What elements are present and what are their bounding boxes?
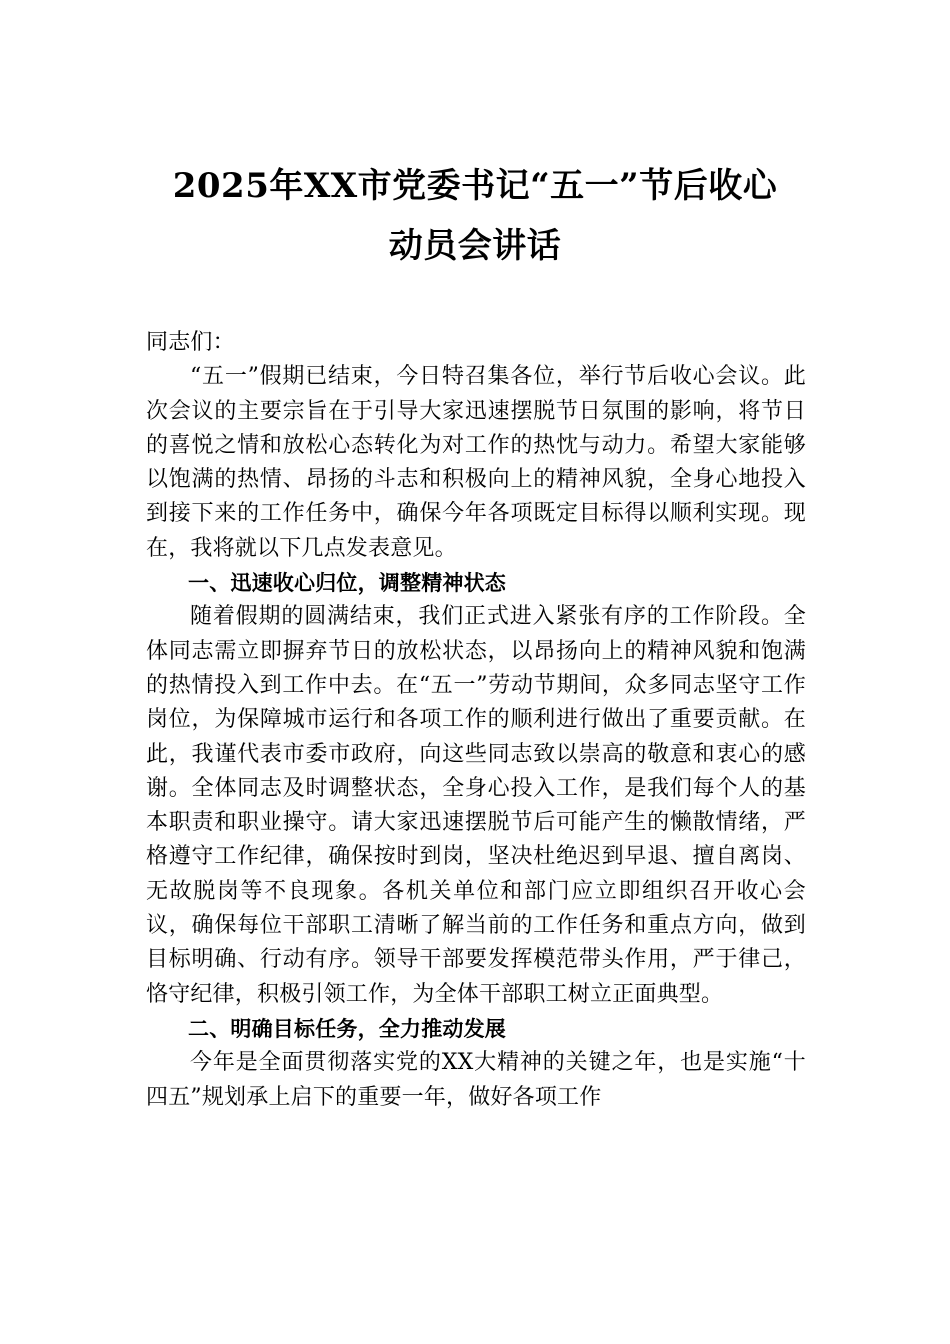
- title-line-2: 动员会讲话: [388, 226, 562, 266]
- document-body: [146, 326, 806, 1115]
- section-1-paragraph: 随着假期的圆满结束，我们正式进入紧张有序的工作阶段。全体同志需立即摒弃节日的放松状态，以昂扬向上的精神风貌和饱满的热情投入到工作中去。在“五一”劳动节期间，众多同志坚守工作岗位，为保障城市运行和各项工作的顺利进行做出了重要贡献。在此，我谨代表市委市政府，向这些同志致以崇高的敬意和衷心的感谢。全体同志及时调整状态，全身心投入工作，是我们每个人的基本职责和职业操守。请大家迅速摆脱节后可能产生的懒散情绪，严格遵守工作纪律，确保按时到岗，坚决杜绝迟到早退、擅自离岗、无故脱岗等不良现象。各机关单位和部门应立即组织召开收心会议，确保每位干部职工清晰了解当前的工作任务和重点方向，做到目标明确、行动有序。领导干部要发挥模范带头作用，严于律己，恪守纪律，积极引领工作，为全体干部职工树立正面典型。: [146, 604, 806, 1007]
- section-1-heading: 一、迅速收心归位，调整精神状态: [188, 571, 506, 596]
- title-line-1: 2025年XX市党委书记“五一”节后收心: [172, 166, 778, 206]
- section-2-heading: 二、明确目标任务，全力推动发展: [188, 1016, 506, 1041]
- intro-paragraph: “五一”假期已结束，今日特召集各位，举行节后收心会议。此次会议的主要宗旨在于引导大家迅速摆脱节日氛围的影响，将节日的喜悦之情和放松心态转化为对工作的热忱与动力。希望大家能够以饱满的热情、昂扬的斗志和积极向上的精神风貌，全身心地投入到接下来的工作任务中，确保今年各项既定目标得以顺利实现。现在，我将就以下几点发表意见。: [146, 364, 806, 561]
- salutation: 同志们：: [146, 330, 235, 355]
- section-2-paragraph: 今年是全面贯彻落实党的XX大精神的关键之年，也是实施“十四五”规划承上启下的重要一年，做好各项工作: [146, 1050, 806, 1110]
